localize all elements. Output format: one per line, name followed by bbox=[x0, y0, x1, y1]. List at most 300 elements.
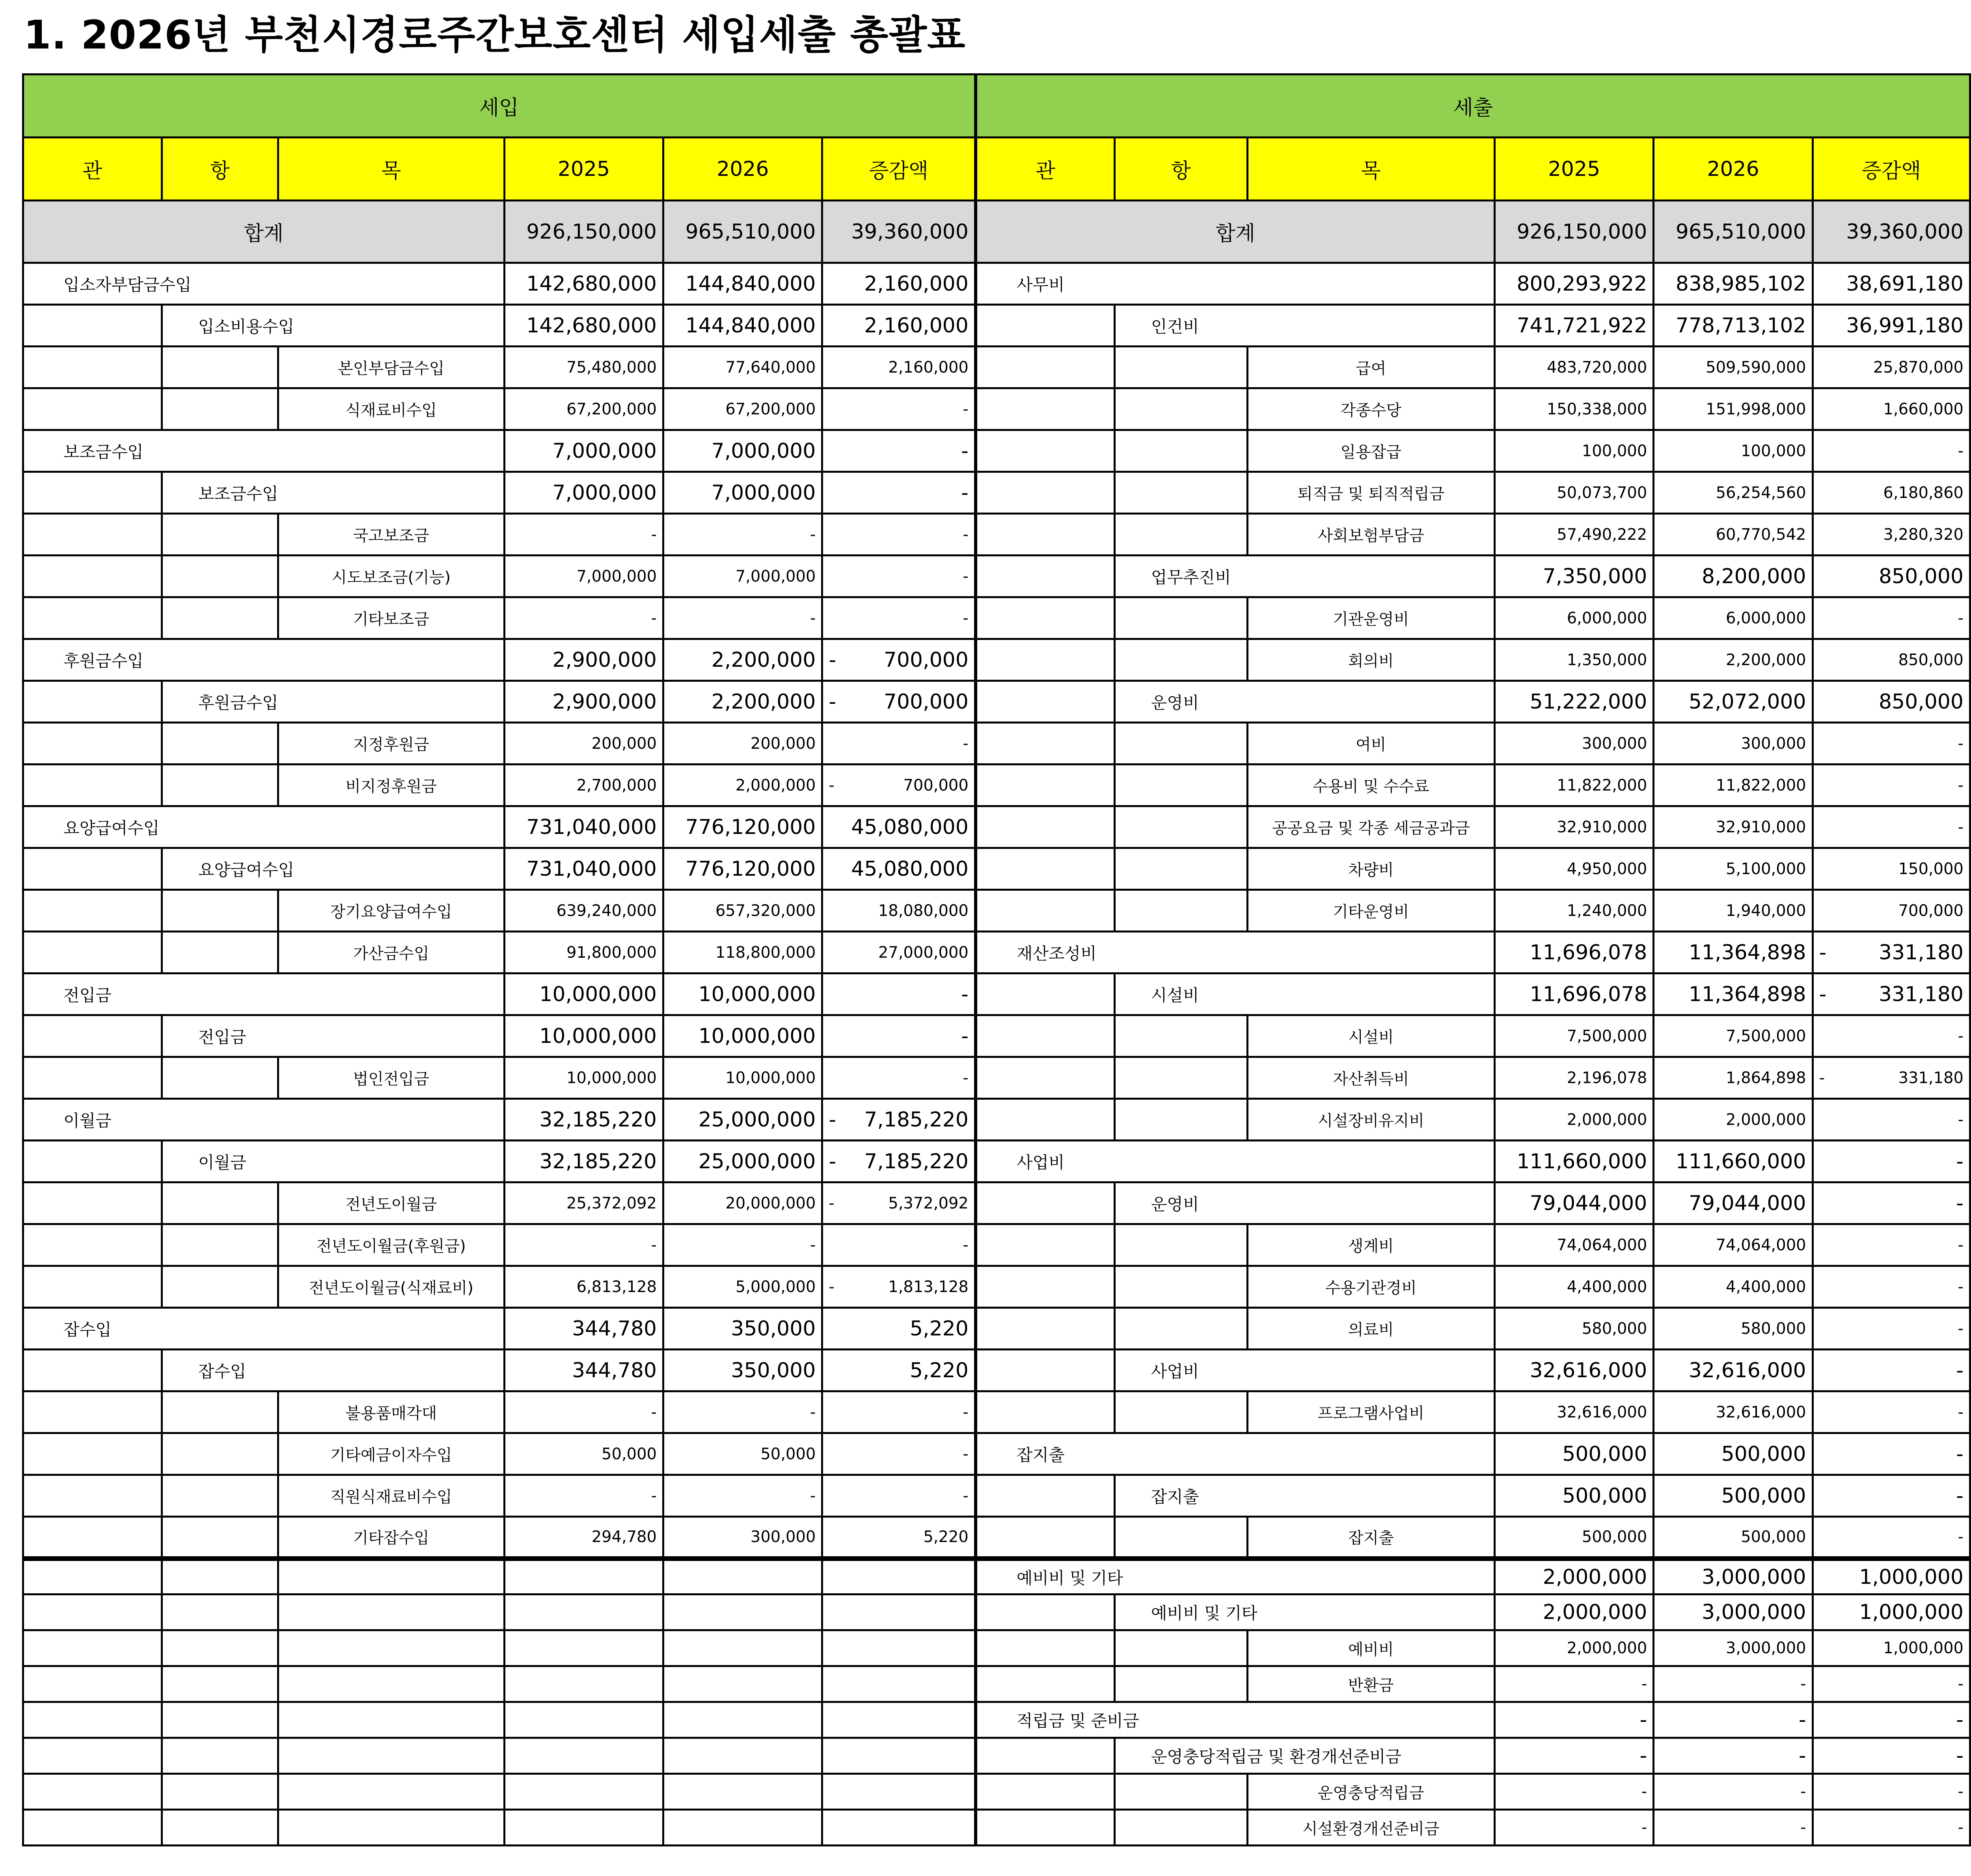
income-empty bbox=[23, 1666, 162, 1702]
table-row bbox=[23, 639, 1970, 681]
income-mok-label: 국고보조금 bbox=[278, 514, 504, 556]
income-amount-diff: - 700,000 bbox=[822, 639, 976, 681]
table-row bbox=[23, 806, 1970, 848]
expense-hang-empty bbox=[1114, 430, 1247, 472]
income-amount-diff: - bbox=[822, 388, 976, 430]
income-gwan-empty bbox=[23, 1015, 162, 1057]
expense-amount-2025: 500,000 bbox=[1494, 1517, 1653, 1559]
income-gwan-empty bbox=[23, 347, 162, 388]
income-amount-2026: 67,200,000 bbox=[663, 388, 822, 430]
income-amount-2026: 350,000 bbox=[663, 1350, 822, 1391]
table-row bbox=[23, 472, 1970, 514]
expense-amount-diff: 1,000,000 bbox=[1813, 1630, 1970, 1666]
income-amount-diff: - 7,185,220 bbox=[822, 1099, 976, 1141]
expense-mok-label: 잡지출 bbox=[1247, 1517, 1494, 1559]
income-empty bbox=[663, 1630, 822, 1666]
income-amount-2026: 144,840,000 bbox=[663, 263, 822, 305]
income-amount-diff: - bbox=[822, 1057, 976, 1099]
income-amount-2025: 7,000,000 bbox=[504, 556, 663, 597]
income-amount-2025: 731,040,000 bbox=[504, 806, 663, 848]
income-amount-2025: 2,700,000 bbox=[504, 765, 663, 806]
income-amount-2025: 10,000,000 bbox=[504, 1015, 663, 1057]
income-amount-2025: 731,040,000 bbox=[504, 848, 663, 890]
expense-amount-2025: 74,064,000 bbox=[1494, 1224, 1653, 1266]
income-empty bbox=[822, 1774, 976, 1810]
expense-gwan-empty bbox=[976, 1308, 1115, 1350]
income-empty bbox=[504, 1630, 663, 1666]
expense-mok-label: 생계비 bbox=[1247, 1224, 1494, 1266]
income-mok-label: 직원식재료비수입 bbox=[278, 1475, 504, 1517]
expense-mok-label: 기관운영비 bbox=[1247, 597, 1494, 639]
income-amount-diff: - bbox=[822, 1391, 976, 1433]
income-amount-2025: 344,780 bbox=[504, 1350, 663, 1391]
income-amount-2026: 20,000,000 bbox=[663, 1182, 822, 1224]
table-row bbox=[23, 723, 1970, 765]
income-gwan-empty bbox=[23, 848, 162, 890]
table-row bbox=[23, 890, 1970, 932]
expense-hang-empty bbox=[1114, 597, 1247, 639]
income-mok-label: 식재료비수입 bbox=[278, 388, 504, 430]
expense-amount-2025: 800,293,922 bbox=[1494, 263, 1653, 305]
expense-gwan-empty bbox=[976, 1391, 1115, 1433]
expense-amount-diff: 36,991,180 bbox=[1813, 305, 1970, 347]
income-amount-2026: 200,000 bbox=[663, 723, 822, 765]
income-amount-2026: 776,120,000 bbox=[663, 806, 822, 848]
income-empty bbox=[23, 1738, 162, 1774]
expense-gwan-label: 적립금 및 준비금 bbox=[976, 1702, 1495, 1738]
expense-amount-diff: - bbox=[1813, 765, 1970, 806]
income-hang-empty bbox=[162, 597, 278, 639]
income-amount-2025: - bbox=[504, 1391, 663, 1433]
expense-hang-empty bbox=[1114, 848, 1247, 890]
income-gwan-empty bbox=[23, 305, 162, 347]
income-gwan-empty bbox=[23, 1182, 162, 1224]
income-empty bbox=[162, 1774, 278, 1810]
expense-amount-2025: 500,000 bbox=[1494, 1475, 1653, 1517]
income-amount-diff: - bbox=[822, 597, 976, 639]
expense-amount-2025: 2,000,000 bbox=[1494, 1594, 1653, 1630]
income-hang-empty bbox=[162, 1517, 278, 1559]
expense-amount-2026: 74,064,000 bbox=[1654, 1224, 1813, 1266]
income-empty bbox=[162, 1702, 278, 1738]
table-row bbox=[23, 1594, 1970, 1630]
income-empty bbox=[822, 1594, 976, 1630]
expense-hang-empty bbox=[1114, 1517, 1247, 1559]
income-amount-2025: 75,480,000 bbox=[504, 347, 663, 388]
income-empty bbox=[278, 1630, 504, 1666]
income-gwan-empty bbox=[23, 597, 162, 639]
expense-gwan-empty bbox=[976, 472, 1115, 514]
table-row bbox=[23, 848, 1970, 890]
expense-amount-diff: 1,000,000 bbox=[1813, 1594, 1970, 1630]
income-mok-label: 시도보조금(기능) bbox=[278, 556, 504, 597]
expense-amount-diff: - bbox=[1813, 1308, 1970, 1350]
expense-hang-empty bbox=[1114, 1774, 1247, 1810]
income-amount-2025: 32,185,220 bbox=[504, 1099, 663, 1141]
expense-gwan-empty bbox=[976, 1666, 1115, 1702]
expense-amount-diff: - bbox=[1813, 1738, 1970, 1774]
expense-gwan-empty bbox=[976, 1182, 1115, 1224]
expense-amount-diff: - bbox=[1813, 1099, 1970, 1141]
expense-hang-empty bbox=[1114, 1666, 1247, 1702]
income-gwan-empty bbox=[23, 932, 162, 973]
expense-header: 세출 bbox=[976, 75, 1970, 138]
expense-amount-2025: 50,073,700 bbox=[1494, 472, 1653, 514]
expense-hang-empty bbox=[1114, 639, 1247, 681]
expense-amount-diff: - 331,180 bbox=[1813, 973, 1970, 1015]
income-mok-label: 전년도이월금(후원금) bbox=[278, 1224, 504, 1266]
expense-hang-empty bbox=[1114, 765, 1247, 806]
expense-amount-diff: - bbox=[1813, 1433, 1970, 1475]
expense-hang-empty bbox=[1114, 514, 1247, 556]
income-amount-diff: - 5,372,092 bbox=[822, 1182, 976, 1224]
income-gwan-empty bbox=[23, 723, 162, 765]
expense-amount-2025: 32,616,000 bbox=[1494, 1391, 1653, 1433]
income-empty bbox=[663, 1594, 822, 1630]
expense-hang-empty bbox=[1114, 347, 1247, 388]
income-empty bbox=[162, 1630, 278, 1666]
expense-total-label: 합계 bbox=[976, 201, 1495, 263]
table-row bbox=[23, 430, 1970, 472]
expense-gwan-empty bbox=[976, 430, 1115, 472]
expense-amount-2026: 838,985,102 bbox=[1654, 263, 1813, 305]
income-hang-empty bbox=[162, 932, 278, 973]
income-empty bbox=[278, 1738, 504, 1774]
income-amount-2025: 10,000,000 bbox=[504, 1057, 663, 1099]
expense-gwan-empty bbox=[976, 765, 1115, 806]
income-amount-diff: - 1,813,128 bbox=[822, 1266, 976, 1308]
income-empty bbox=[278, 1559, 504, 1594]
table-row bbox=[23, 681, 1970, 723]
expense-amount-2026: 500,000 bbox=[1654, 1475, 1813, 1517]
income-amount-2026: 77,640,000 bbox=[663, 347, 822, 388]
income-empty bbox=[278, 1810, 504, 1846]
expense-mok-label: 시설비 bbox=[1247, 1015, 1494, 1057]
income-amount-2025: - bbox=[504, 1224, 663, 1266]
expense-amount-diff: - bbox=[1813, 1391, 1970, 1433]
income-empty bbox=[162, 1666, 278, 1702]
income-total-diff: 39,360,000 bbox=[822, 201, 976, 263]
expense-hang-empty bbox=[1114, 1057, 1247, 1099]
expense-gwan-empty bbox=[976, 514, 1115, 556]
income-hang-empty bbox=[162, 1182, 278, 1224]
table-row bbox=[23, 1517, 1970, 1559]
table-row bbox=[23, 1015, 1970, 1057]
income-empty bbox=[663, 1666, 822, 1702]
page-title: 1. 2026년 부천시경로주간보호센터 세입세출 총괄표 bbox=[24, 12, 966, 58]
expense-amount-2026: 1,864,898 bbox=[1654, 1057, 1813, 1099]
table-row bbox=[23, 1057, 1970, 1099]
expense-amount-diff: 150,000 bbox=[1813, 848, 1970, 890]
table-row bbox=[23, 973, 1970, 1015]
income-amount-diff: - bbox=[822, 1224, 976, 1266]
expense-amount-diff: - bbox=[1813, 1224, 1970, 1266]
expense-amount-2026: 32,616,000 bbox=[1654, 1391, 1813, 1433]
income-empty bbox=[23, 1630, 162, 1666]
expense-gwan-label: 예비비 및 기타 bbox=[976, 1559, 1495, 1594]
income-amount-2025: 294,780 bbox=[504, 1517, 663, 1559]
expense-gwan-empty bbox=[976, 806, 1115, 848]
expense-amount-diff: - bbox=[1813, 1266, 1970, 1308]
expense-amount-2025: 4,400,000 bbox=[1494, 1266, 1653, 1308]
expense-amount-diff: - 331,180 bbox=[1813, 932, 1970, 973]
expense-gwan-empty bbox=[976, 1774, 1115, 1810]
table-row bbox=[23, 1182, 1970, 1224]
expense-amount-2025: - bbox=[1494, 1810, 1653, 1846]
income-hang-empty bbox=[162, 723, 278, 765]
col-expense-hang: 항 bbox=[1114, 138, 1247, 201]
income-hang-label: 전입금 bbox=[162, 1015, 504, 1057]
income-hang-empty bbox=[162, 1391, 278, 1433]
expense-amount-2025: 483,720,000 bbox=[1494, 347, 1653, 388]
expense-amount-diff: 850,000 bbox=[1813, 639, 1970, 681]
income-hang-label: 후원금수입 bbox=[162, 681, 504, 723]
income-empty bbox=[663, 1702, 822, 1738]
expense-mok-label: 의료비 bbox=[1247, 1308, 1494, 1350]
expense-amount-2025: 11,696,078 bbox=[1494, 932, 1653, 973]
expense-amount-2026: 1,940,000 bbox=[1654, 890, 1813, 932]
income-amount-2026: - bbox=[663, 597, 822, 639]
income-hang-empty bbox=[162, 347, 278, 388]
expense-mok-label: 회의비 bbox=[1247, 639, 1494, 681]
income-amount-2025: - bbox=[504, 1475, 663, 1517]
expense-amount-2026: - bbox=[1654, 1774, 1813, 1810]
income-gwan-empty bbox=[23, 890, 162, 932]
expense-amount-2025: 4,950,000 bbox=[1494, 848, 1653, 890]
income-gwan-label: 요양급여수입 bbox=[23, 806, 505, 848]
income-mok-label: 기타보조금 bbox=[278, 597, 504, 639]
expense-amount-2025: 741,721,922 bbox=[1494, 305, 1653, 347]
income-mok-label: 전년도이월금(식재료비) bbox=[278, 1266, 504, 1308]
income-gwan-empty bbox=[23, 1517, 162, 1559]
expense-amount-2025: 11,696,078 bbox=[1494, 973, 1653, 1015]
expense-amount-2026: 500,000 bbox=[1654, 1433, 1813, 1475]
expense-mok-label: 기타운영비 bbox=[1247, 890, 1494, 932]
income-gwan-empty bbox=[23, 1141, 162, 1182]
income-gwan-empty bbox=[23, 1266, 162, 1308]
expense-amount-diff: 3,280,320 bbox=[1813, 514, 1970, 556]
income-mok-label: 가산금수입 bbox=[278, 932, 504, 973]
expense-amount-2025: 51,222,000 bbox=[1494, 681, 1653, 723]
expense-amount-2026: 52,072,000 bbox=[1654, 681, 1813, 723]
expense-mok-label: 일용잡급 bbox=[1247, 430, 1494, 472]
expense-amount-diff: - bbox=[1813, 1666, 1970, 1702]
income-empty bbox=[162, 1738, 278, 1774]
expense-amount-2026: 3,000,000 bbox=[1654, 1594, 1813, 1630]
expense-gwan-empty bbox=[976, 1350, 1115, 1391]
expense-amount-2026: 778,713,102 bbox=[1654, 305, 1813, 347]
expense-amount-2026: 32,910,000 bbox=[1654, 806, 1813, 848]
income-amount-2026: 2,200,000 bbox=[663, 681, 822, 723]
income-amount-2026: - bbox=[663, 1475, 822, 1517]
table-row bbox=[23, 1630, 1970, 1666]
expense-amount-diff: - bbox=[1813, 723, 1970, 765]
income-total-2025: 926,150,000 bbox=[504, 201, 663, 263]
expense-amount-diff: - 331,180 bbox=[1813, 1057, 1970, 1099]
budget-summary-table bbox=[22, 73, 1971, 1846]
income-amount-2026: 300,000 bbox=[663, 1517, 822, 1559]
expense-amount-diff: - bbox=[1813, 1182, 1970, 1224]
income-empty bbox=[822, 1738, 976, 1774]
expense-amount-diff: - bbox=[1813, 1810, 1970, 1846]
expense-amount-2025: 500,000 bbox=[1494, 1433, 1653, 1475]
income-hang-empty bbox=[162, 556, 278, 597]
income-mok-label: 비지정후원금 bbox=[278, 765, 504, 806]
income-amount-2025: 2,900,000 bbox=[504, 681, 663, 723]
income-gwan-label: 잡수입 bbox=[23, 1308, 505, 1350]
expense-amount-2025: 2,000,000 bbox=[1494, 1099, 1653, 1141]
expense-amount-2026: 8,200,000 bbox=[1654, 556, 1813, 597]
expense-mok-label: 공공요금 및 각종 세금공과금 bbox=[1247, 806, 1494, 848]
income-gwan-empty bbox=[23, 388, 162, 430]
income-empty bbox=[504, 1810, 663, 1846]
income-amount-2026: - bbox=[663, 514, 822, 556]
expense-amount-2026: 60,770,542 bbox=[1654, 514, 1813, 556]
income-amount-2025: 200,000 bbox=[504, 723, 663, 765]
expense-amount-2026: 2,200,000 bbox=[1654, 639, 1813, 681]
income-amount-2026: - bbox=[663, 1224, 822, 1266]
income-mok-label: 법인전입금 bbox=[278, 1057, 504, 1099]
income-amount-2026: 7,000,000 bbox=[663, 556, 822, 597]
col-income-hang: 항 bbox=[162, 138, 278, 201]
income-amount-2026: 657,320,000 bbox=[663, 890, 822, 932]
expense-amount-2025: 100,000 bbox=[1494, 430, 1653, 472]
income-empty bbox=[278, 1774, 504, 1810]
expense-hang-label: 예비비 및 기타 bbox=[1114, 1594, 1494, 1630]
expense-gwan-empty bbox=[976, 1517, 1115, 1559]
table-row bbox=[23, 1141, 1970, 1182]
table-row bbox=[23, 1224, 1970, 1266]
income-amount-diff: - bbox=[822, 556, 976, 597]
income-hang-empty bbox=[162, 1266, 278, 1308]
income-gwan-label: 보조금수입 bbox=[23, 430, 505, 472]
expense-amount-2026: 3,000,000 bbox=[1654, 1630, 1813, 1666]
income-amount-2025: 7,000,000 bbox=[504, 430, 663, 472]
expense-amount-2026: 11,364,898 bbox=[1654, 973, 1813, 1015]
income-total-label: 합계 bbox=[23, 201, 505, 263]
income-amount-diff: 45,080,000 bbox=[822, 806, 976, 848]
expense-hang-label: 인건비 bbox=[1114, 305, 1494, 347]
expense-gwan-empty bbox=[976, 347, 1115, 388]
expense-hang-empty bbox=[1114, 1015, 1247, 1057]
expense-amount-diff: 700,000 bbox=[1813, 890, 1970, 932]
income-amount-diff: - bbox=[822, 1015, 976, 1057]
col-expense-2026: 2026 bbox=[1654, 138, 1813, 201]
expense-amount-diff: - bbox=[1813, 806, 1970, 848]
income-gwan-empty bbox=[23, 1475, 162, 1517]
income-amount-2025: 142,680,000 bbox=[504, 263, 663, 305]
expense-gwan-empty bbox=[976, 848, 1115, 890]
expense-amount-2025: 2,196,078 bbox=[1494, 1057, 1653, 1099]
income-amount-2026: 10,000,000 bbox=[663, 973, 822, 1015]
expense-mok-label: 예비비 bbox=[1247, 1630, 1494, 1666]
col-income-2025: 2025 bbox=[504, 138, 663, 201]
income-hang-label: 잡수입 bbox=[162, 1350, 504, 1391]
expense-amount-diff: 1,000,000 bbox=[1813, 1559, 1970, 1594]
expense-amount-diff: - bbox=[1813, 1475, 1970, 1517]
table-row bbox=[23, 1099, 1970, 1141]
income-hang-label: 요양급여수입 bbox=[162, 848, 504, 890]
expense-mok-label: 여비 bbox=[1247, 723, 1494, 765]
income-empty bbox=[23, 1702, 162, 1738]
expense-hang-empty bbox=[1114, 1099, 1247, 1141]
expense-amount-diff: - bbox=[1813, 430, 1970, 472]
expense-amount-2026: 79,044,000 bbox=[1654, 1182, 1813, 1224]
table-row bbox=[23, 263, 1970, 305]
income-amount-2026: 118,800,000 bbox=[663, 932, 822, 973]
income-empty bbox=[822, 1666, 976, 1702]
col-expense-gwan: 관 bbox=[976, 138, 1115, 201]
expense-amount-2026: 5,100,000 bbox=[1654, 848, 1813, 890]
expense-amount-2025: 300,000 bbox=[1494, 723, 1653, 765]
income-amount-2026: 25,000,000 bbox=[663, 1099, 822, 1141]
income-gwan-empty bbox=[23, 681, 162, 723]
expense-amount-2026: 56,254,560 bbox=[1654, 472, 1813, 514]
expense-hang-label: 시설비 bbox=[1114, 973, 1494, 1015]
income-amount-diff: 5,220 bbox=[822, 1308, 976, 1350]
income-amount-2026: 2,200,000 bbox=[663, 639, 822, 681]
col-expense-diff: 증감액 bbox=[1813, 138, 1970, 201]
expense-mok-label: 프로그램사업비 bbox=[1247, 1391, 1494, 1433]
expense-total-2026: 965,510,000 bbox=[1654, 201, 1813, 263]
expense-amount-2026: 3,000,000 bbox=[1654, 1559, 1813, 1594]
expense-amount-2026: 509,590,000 bbox=[1654, 347, 1813, 388]
expense-gwan-empty bbox=[976, 639, 1115, 681]
expense-gwan-label: 잡지출 bbox=[976, 1433, 1495, 1475]
expense-amount-2025: 6,000,000 bbox=[1494, 597, 1653, 639]
table-row bbox=[23, 1702, 1970, 1738]
income-empty bbox=[504, 1594, 663, 1630]
expense-amount-diff: 850,000 bbox=[1813, 556, 1970, 597]
expense-amount-2025: - bbox=[1494, 1738, 1653, 1774]
table-row bbox=[23, 1559, 1970, 1594]
income-header: 세입 bbox=[23, 75, 976, 138]
income-amount-2026: 7,000,000 bbox=[663, 430, 822, 472]
income-hang-empty bbox=[162, 1475, 278, 1517]
income-amount-2026: 350,000 bbox=[663, 1308, 822, 1350]
expense-hang-label: 업무추진비 bbox=[1114, 556, 1494, 597]
expense-amount-2025: 2,000,000 bbox=[1494, 1559, 1653, 1594]
expense-hang-empty bbox=[1114, 890, 1247, 932]
expense-hang-label: 운영비 bbox=[1114, 681, 1494, 723]
income-empty bbox=[23, 1774, 162, 1810]
income-mok-label: 본인부담금수입 bbox=[278, 347, 504, 388]
income-amount-2025: 10,000,000 bbox=[504, 973, 663, 1015]
expense-hang-empty bbox=[1114, 388, 1247, 430]
table-row bbox=[23, 347, 1970, 388]
col-expense-2025: 2025 bbox=[1494, 138, 1653, 201]
expense-amount-2025: - bbox=[1494, 1702, 1653, 1738]
expense-amount-diff: - bbox=[1813, 1015, 1970, 1057]
income-amount-diff: 2,160,000 bbox=[822, 263, 976, 305]
table-row bbox=[23, 305, 1970, 347]
income-mok-label: 장기요양급여수입 bbox=[278, 890, 504, 932]
income-amount-2025: 344,780 bbox=[504, 1308, 663, 1350]
income-amount-diff: 5,220 bbox=[822, 1350, 976, 1391]
income-amount-2026: 25,000,000 bbox=[663, 1141, 822, 1182]
income-amount-2026: 2,000,000 bbox=[663, 765, 822, 806]
income-mok-label: 기타예금이자수입 bbox=[278, 1433, 504, 1475]
expense-gwan-empty bbox=[976, 1057, 1115, 1099]
table-row bbox=[23, 1666, 1970, 1702]
expense-hang-label: 사업비 bbox=[1114, 1350, 1494, 1391]
expense-amount-2025: 57,490,222 bbox=[1494, 514, 1653, 556]
income-hang-empty bbox=[162, 1224, 278, 1266]
expense-hang-empty bbox=[1114, 1391, 1247, 1433]
expense-amount-diff: 6,180,860 bbox=[1813, 472, 1970, 514]
income-empty bbox=[504, 1559, 663, 1594]
expense-hang-empty bbox=[1114, 1630, 1247, 1666]
